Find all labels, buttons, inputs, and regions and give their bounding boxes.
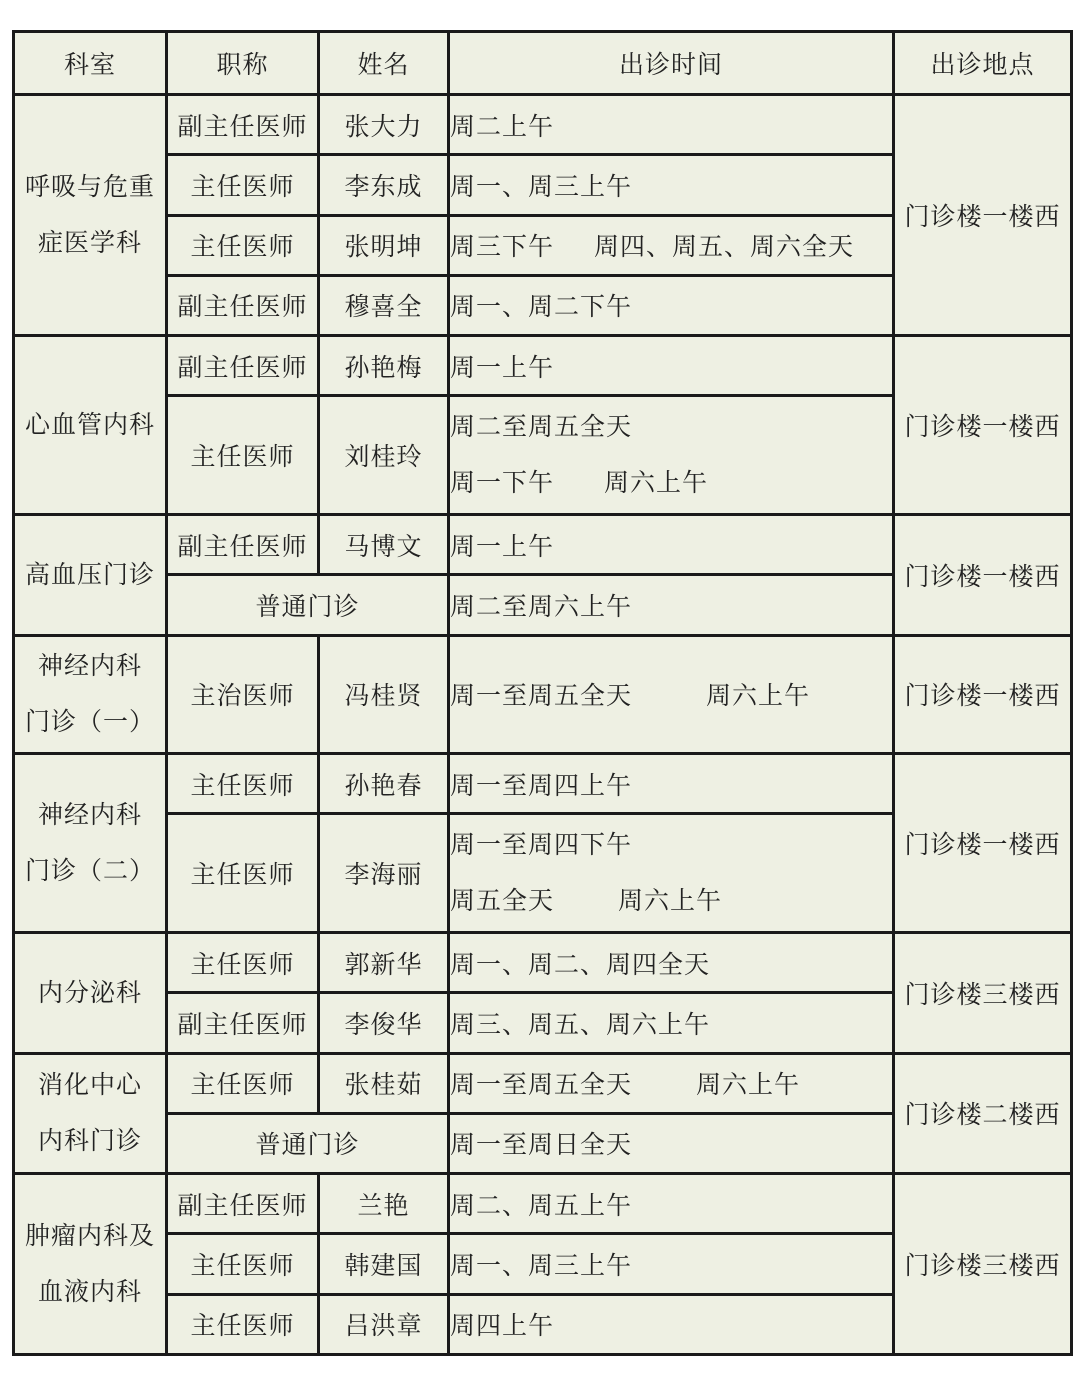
title-cell: 副主任医师 [167,993,319,1053]
table-row [14,514,1072,574]
name-cell: 李东成 [319,155,449,215]
time-text: 周一至周日全天 [450,1130,633,1160]
title-cell: 主任医师 [167,932,319,992]
department-cell [14,1174,167,1355]
title-cell: 主任医师 [167,814,319,933]
header-title: 职称 [167,32,319,95]
time-text: 周一至周四下午 [450,830,633,860]
header-department: 科室 [14,32,167,95]
time-text: 周一、周二、周四全天 [450,949,711,979]
title-cell: 主任医师 [167,1294,319,1354]
time-text: 周五全天 [450,886,555,916]
time-cell [449,215,894,275]
name-cell: 郭新华 [319,932,449,992]
time-text: 周一下午 [450,468,555,498]
time-cell [449,1294,894,1354]
header-row [14,32,1072,95]
merged-clinic-cell: 普通门诊 [167,575,449,635]
title-cell: 副主任医师 [167,1174,319,1234]
location-cell: 门诊楼一楼西 [894,95,1072,336]
department-line: 门诊（一） [24,707,155,737]
time-cell [449,932,894,992]
time-text: 周一、周三上午 [450,1250,633,1280]
table-row [14,932,1072,992]
time-cell [449,1234,894,1294]
department-cell [14,95,167,336]
time-text: 周六上午 [618,886,723,916]
location-cell: 门诊楼一楼西 [894,635,1072,754]
time-text: 周三下午 [450,232,555,262]
time-cell [449,1174,894,1234]
title-cell: 主治医师 [167,635,319,754]
department-line: 肿瘤内科及 [24,1221,155,1251]
name-cell: 孙艳春 [319,754,449,814]
title-cell: 主任医师 [167,1234,319,1294]
department-line: 血液内科 [37,1277,142,1307]
name-cell: 张明坤 [319,215,449,275]
department-cell [14,1053,167,1174]
time-text: 周六上午 [706,681,811,711]
department-line: 神经内科 [37,651,142,681]
name-cell: 刘桂玲 [319,396,449,515]
name-cell: 张桂茹 [319,1053,449,1113]
location-cell: 门诊楼三楼西 [894,1174,1072,1355]
time-cell [449,155,894,215]
time-text: 周一上午 [450,531,555,561]
department-cell [14,754,167,933]
time-cell [449,275,894,335]
location-cell: 门诊楼一楼西 [894,514,1072,635]
table-row [14,1174,1072,1234]
name-cell: 兰艳 [319,1174,449,1234]
time-text: 周一、周三上午 [450,171,633,201]
time-text: 周二至周五全天 [450,412,633,442]
merged-clinic-cell: 普通门诊 [167,1113,449,1173]
department-cell [14,635,167,754]
department-line: 呼吸与危重 [24,172,155,202]
location-cell: 门诊楼三楼西 [894,932,1072,1053]
department-line: 心血管内科 [24,410,155,440]
time-text: 周六上午 [696,1070,801,1100]
title-cell: 主任医师 [167,215,319,275]
department-line: 内分泌科 [37,977,142,1007]
title-cell: 副主任医师 [167,95,319,155]
time-text: 周三、周五、周六上午 [450,1009,711,1039]
title-cell: 主任医师 [167,396,319,515]
name-cell: 李俊华 [319,993,449,1053]
time-text: 周四上午 [450,1311,555,1341]
time-cell [449,635,894,754]
name-cell: 马博文 [319,514,449,574]
time-cell [449,514,894,574]
time-text: 周一至周五全天 [450,681,633,711]
time-text: 周二至周六上午 [450,591,633,621]
time-text: 周一、周二下午 [450,292,633,322]
time-text: 周二、周五上午 [450,1190,633,1220]
name-cell: 张大力 [319,95,449,155]
title-cell: 主任医师 [167,754,319,814]
name-cell: 孙艳梅 [319,336,449,396]
department-cell [14,932,167,1053]
time-text: 周二上午 [450,111,555,141]
table-row [14,336,1072,396]
title-cell: 副主任医师 [167,514,319,574]
title-cell: 副主任医师 [167,336,319,396]
department-line: 门诊（二） [24,856,155,886]
time-cell [449,1053,894,1113]
location-cell: 门诊楼一楼西 [894,754,1072,933]
time-line [450,455,892,511]
name-cell: 韩建国 [319,1234,449,1294]
department-cell [14,514,167,635]
time-cell [449,396,894,515]
name-cell: 吕洪章 [319,1294,449,1354]
table-row [14,1053,1072,1113]
time-text: 周六上午 [604,468,709,498]
department-line: 内科门诊 [37,1126,142,1156]
time-text: 周一上午 [450,352,555,382]
time-cell [449,814,894,933]
time-text: 周一至周五全天 [450,1070,633,1100]
location-cell: 门诊楼一楼西 [894,336,1072,515]
table-row [14,635,1072,754]
time-cell [449,754,894,814]
department-cell [14,336,167,515]
table-row [14,754,1072,814]
time-cell [449,993,894,1053]
title-cell: 主任医师 [167,155,319,215]
time-line [450,873,892,929]
clinic-schedule-table [12,30,1073,1356]
time-cell [449,95,894,155]
title-cell: 主任医师 [167,1053,319,1113]
department-line: 消化中心 [37,1070,142,1100]
header-name: 姓名 [319,32,449,95]
department-line: 神经内科 [37,800,142,830]
header-time: 出诊时间 [449,32,894,95]
table-row [14,95,1072,155]
header-location: 出诊地点 [894,32,1072,95]
time-cell [449,336,894,396]
time-cell [449,1113,894,1173]
title-cell: 副主任医师 [167,275,319,335]
time-cell [449,575,894,635]
location-cell: 门诊楼二楼西 [894,1053,1072,1174]
name-cell: 穆喜全 [319,275,449,335]
time-text: 周一至周四上午 [450,770,633,800]
department-line: 症医学科 [37,228,142,258]
name-cell: 冯桂贤 [319,635,449,754]
department-line: 高血压门诊 [24,559,155,589]
name-cell: 李海丽 [319,814,449,933]
time-text: 周四、周五、周六全天 [594,232,855,262]
